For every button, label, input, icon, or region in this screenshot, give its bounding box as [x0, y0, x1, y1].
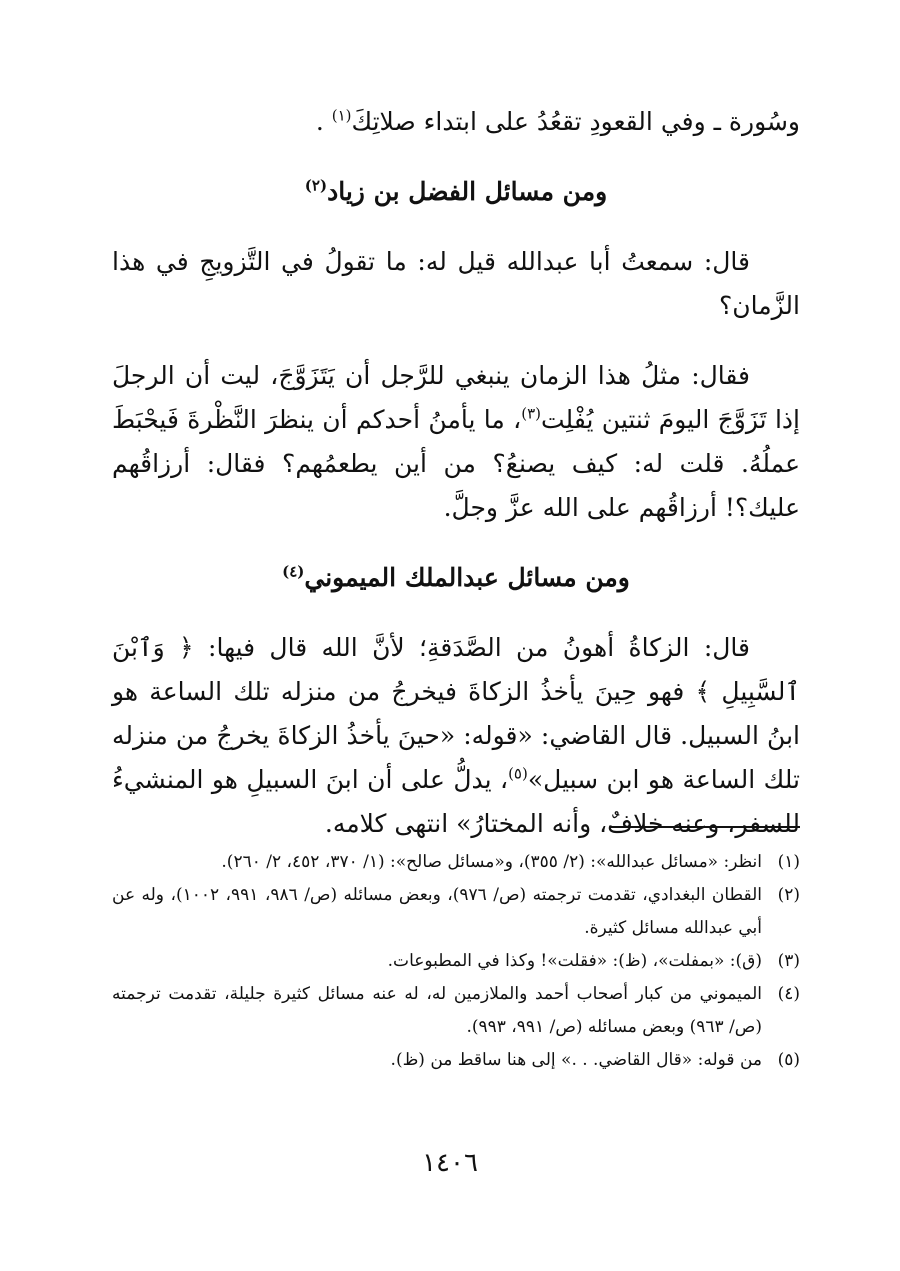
footnote-number: (٥)	[777, 1050, 800, 1070]
heading-1-text: ومن مسائل الفضل بن زياد	[327, 177, 608, 206]
paragraph-1-end: .	[315, 107, 324, 136]
footnotes	[112, 846, 800, 1077]
footnote-ref-3: (٣)	[521, 404, 541, 423]
footnote-text: القطان البغدادي، تقدمت ترجمته (ص/ ٩٧٦)، وبعض مسائله (ص/ ٩٨٦، ٩٩١، ١٠٠٢)، وله عن أبي عبدالله مسائل كثيرة.	[112, 885, 762, 938]
footnote-item	[112, 945, 800, 978]
footnote-number: (٣)	[777, 951, 800, 971]
footnote-separator	[610, 826, 800, 828]
footnote-text: الميموني من كبار أصحاب أحمد والملازمين له، له عنه مسائل كثيرة جليلة، تقدمت ترجمته (ص/ ٩٦٣) وبعض مسائله (ص/ ٩٩١، ٩٩٣).	[112, 984, 762, 1037]
footnote-number: (٤)	[777, 984, 800, 1004]
footnote-ref-5: (٥)	[508, 764, 528, 783]
paragraph-4-text-b: ، يدلُّ على أن ابنَ السبيلِ هو المنشيءُ للسفر، وعنه خلافٌ، وأنه المختارُ» انتهى كلامه.	[112, 765, 800, 838]
footnote-ref-4: (٤)	[282, 562, 305, 581]
paragraph-1	[112, 100, 800, 144]
paragraph-4	[112, 626, 800, 846]
paragraph-2: قال: سمعتُ أبا عبدالله قيل له: ما تقولُ في التَّزويجِ في هذا الزَّمان؟	[112, 247, 800, 320]
page-number: ١٤٠٦	[422, 1148, 478, 1178]
main-text	[112, 100, 800, 872]
footnote-ref-1: (١)	[331, 106, 352, 125]
footnote-number: (١)	[777, 852, 800, 872]
footnote-ref-2: (٢)	[304, 176, 328, 195]
section-heading-maymuni	[112, 556, 800, 600]
footnote-item	[112, 978, 800, 1044]
paragraph-1-text: وسُورة ـ وفي القعودِ تقعُدُ على ابتداء صلاتِكَ	[351, 107, 800, 136]
paragraph-3	[112, 354, 800, 530]
footnote-item	[112, 879, 800, 945]
heading-2-text: ومن مسائل عبدالملك الميموني	[304, 563, 630, 592]
footnote-text: من قوله: «قال القاضي. . .» إلى هنا ساقط من (ظ).	[390, 1050, 762, 1070]
footnote-text: انظر: «مسائل عبدالله»: (٢/ ٣٥٥)، و«مسائل صالح»: (١/ ٣٧٠، ٤٥٢، ٢/ ٢٦٠).	[221, 852, 762, 872]
section-heading-fadl	[112, 170, 800, 214]
footnote-item	[112, 1044, 800, 1077]
paragraph-3-text-b: ، ما يأمنُ أحدكم أن ينظرَ النَّظْرةَ فَيحْبَطَ عملُهُ. قلت له: كيف يصنعُ؟ من أين يطعمُهم؟ فقال: أرزاقُهم عليك؟! أرزاقُهم على الله عزَّ وجلَّ.	[112, 405, 800, 522]
footnote-item	[112, 846, 800, 879]
footnote-number: (٢)	[777, 885, 800, 905]
paragraph-4-text-a: قال: الزكاةُ أهونُ من الصَّدَقةِ؛ لأنَّ الله قال فيها: ﴿ وَٱبْنَ ٱلسَّبِيلِ ﴾ فهو حِينَ يأخذُ الزكاةَ فيخرجُ من منزله تلك الساعة هو ابنُ السبيل. قال القاضي: «قوله: «حينَ يأخذُ الزكاةَ يخرجُ من منزله تلك الساعة هو ابن سبيل»	[112, 633, 800, 794]
footnote-text: (ق): «بمفلت»، (ظ): «فقلت»! وكذا في المطبوعات.	[387, 951, 762, 971]
paragraph-3-text-a: فقال: مثلُ هذا الزمان ينبغي للرَّجل أن يَتَزَوَّجَ، ليت أن الرجلَ إذا تَزَوَّجَ اليومَ ثنتين يُفْلِت	[112, 361, 800, 434]
